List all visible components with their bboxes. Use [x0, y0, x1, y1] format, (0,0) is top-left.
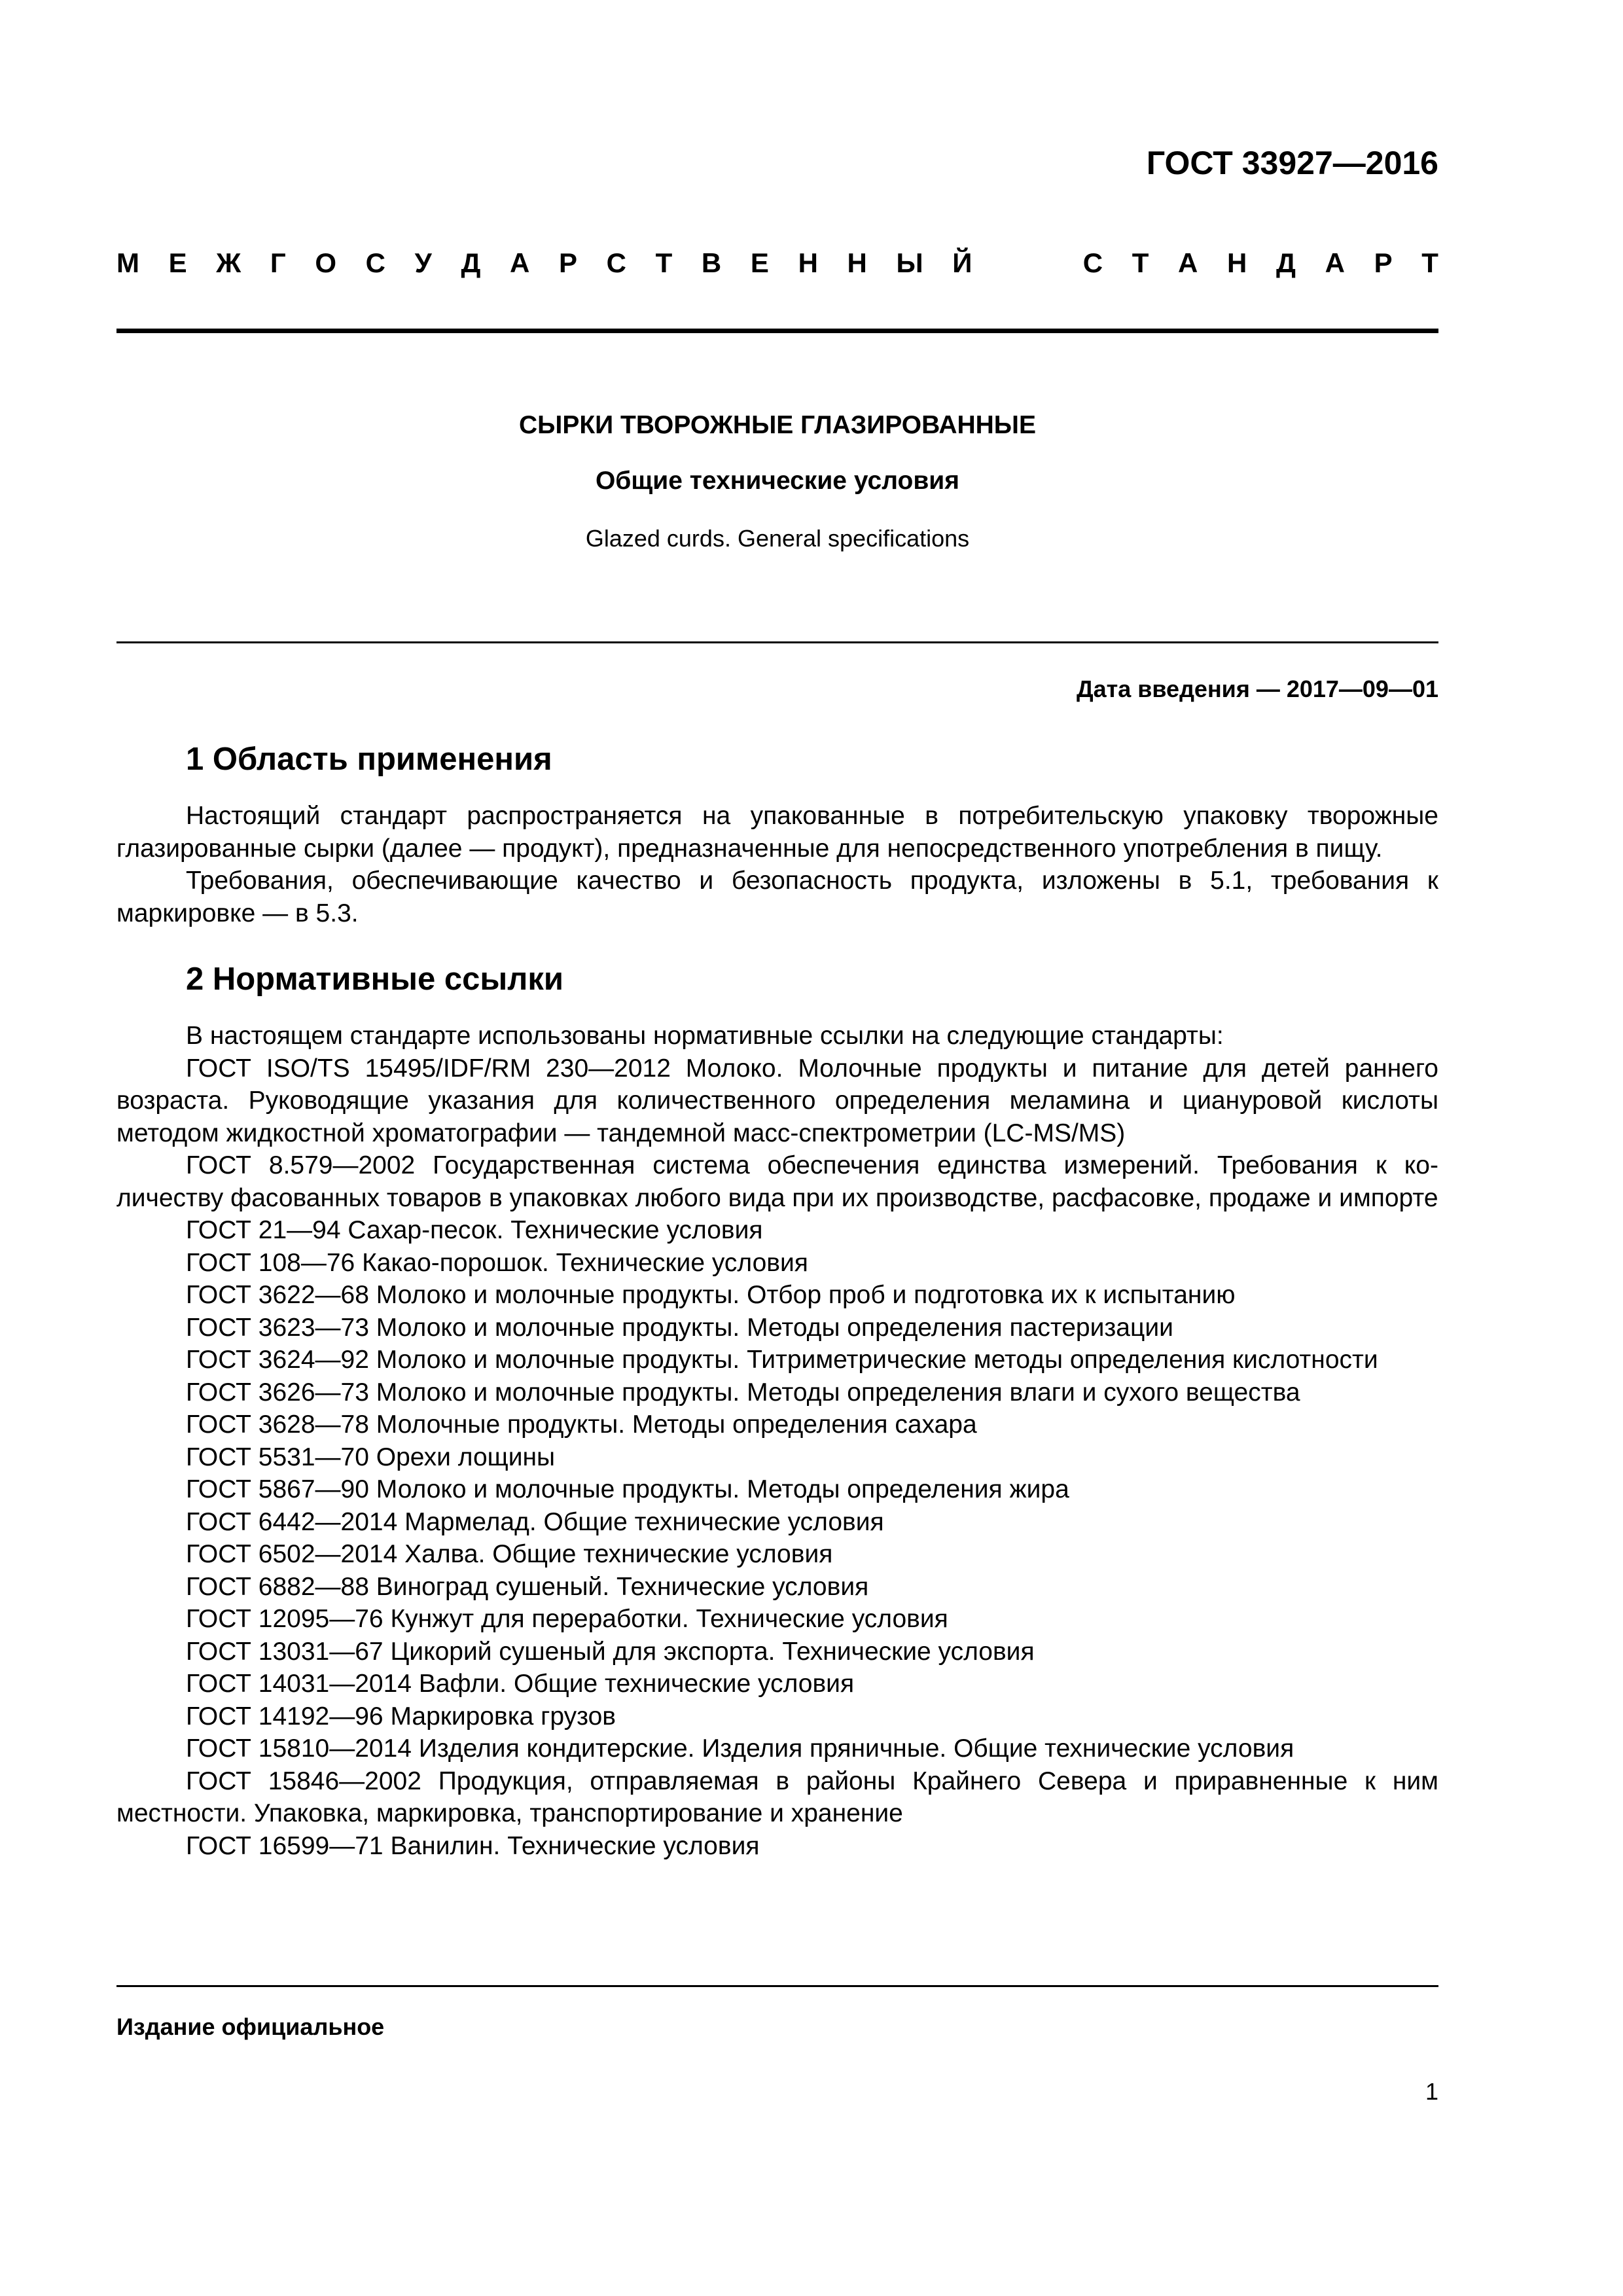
- section-normative-references: [116, 958, 1438, 1862]
- banner-letter: А: [1178, 247, 1198, 278]
- document-title: СЫРКИ ТВОРОЖНЫЕ ГЛАЗИРОВАННЫЕ: [518, 411, 1037, 439]
- banner-letter: Н: [1227, 247, 1247, 278]
- reference-item: ГОСТ 6442—2014 Мармелад. Общие технические условия: [186, 1507, 884, 1536]
- reference-list: [116, 1052, 1438, 1863]
- section-heading: 2 Нормативные ссылки: [186, 961, 563, 997]
- banner-letter: Д: [461, 247, 481, 278]
- title-rule: [116, 641, 1438, 643]
- banner-letter: Е: [750, 247, 769, 278]
- reference-item: ГОСТ 5531—70 Орехи лощины: [186, 1443, 556, 1471]
- document-number: ГОСТ 33927—2016: [1146, 145, 1438, 181]
- banner-letter: М: [116, 247, 139, 278]
- reference-item: ГОСТ 21—94 Сахар-песок. Технические условия: [186, 1216, 763, 1244]
- banner-letter: Т: [655, 247, 673, 278]
- reference-item: ГОСТ 3624—92 Молоко и молочные продукты. Титриметрические методы определения кислотности: [186, 1346, 1378, 1374]
- reference-item: ГОСТ 12095—76 Кунжут для переработки. Технические условия: [186, 1605, 948, 1633]
- banner-letter: С: [606, 247, 626, 278]
- reference-item: ГОСТ 3622—68 Молоко и молочные продукты. Отбор проб и подготовка их к испытанию: [186, 1281, 1236, 1309]
- banner-word-gap: [1001, 247, 1054, 279]
- reference-item: ГОСТ 14192—96 Маркировка грузов: [186, 1702, 616, 1731]
- page-number: 1: [1425, 2078, 1438, 2105]
- section-heading: 1 Область применения: [186, 742, 552, 777]
- reference-item: ГОСТ 6882—88 Виноград сушеный. Технические условия: [186, 1572, 869, 1601]
- footer-rule: [116, 1985, 1438, 1987]
- introduction-date: Дата введения — 2017—09—01: [1076, 675, 1438, 702]
- banner-letter: Т: [1132, 247, 1149, 278]
- reference-item: ГОСТ 3623—73 Молоко и молочные продукты. Методы определения пастеризации: [186, 1313, 1173, 1342]
- banner-letter: Ж: [216, 247, 241, 278]
- banner-letter: А: [510, 247, 530, 278]
- english-title: Glazed curds. General specifications: [585, 525, 970, 552]
- reference-item: ГОСТ 8.579—2002 Государственная система обеспечения единства измерений. Требования к количеству фасованных товаров в упаковках любого вида при их производстве, расфасовке, продаже и импорте: [116, 1151, 1438, 1212]
- banner-letter: У: [414, 247, 432, 278]
- banner-letter: Й: [952, 247, 972, 278]
- banner-letter: А: [1325, 247, 1345, 278]
- reference-item: ГОСТ 13031—67 Цикорий сушеный для экспорта. Технические условия: [186, 1637, 1035, 1666]
- reference-item: ГОСТ 16599—71 Ванилин. Технические условия: [186, 1831, 760, 1860]
- banner-letter: С: [1082, 247, 1103, 278]
- banner-letter: Р: [1374, 247, 1393, 278]
- banner-letter: В: [701, 247, 722, 278]
- reference-item: ГОСТ 6502—2014 Халва. Общие технические условия: [186, 1540, 833, 1568]
- interstate-standard-banner: [116, 247, 1438, 279]
- document-subtitle: Общие технические условия: [595, 467, 960, 495]
- banner-letter: Т: [1421, 247, 1438, 278]
- document-body: [116, 738, 1438, 1862]
- edition-label: Издание официальное: [116, 2013, 385, 2040]
- paragraph: Требования, обеспечивающие качество и безопасность продукта, изложены в 5.1, требования к маркировке — в 5.3.: [116, 867, 1438, 927]
- reference-item: ГОСТ 3626—73 Молоко и молочные продукты. Методы определения влаги и сухого вещества: [186, 1378, 1300, 1407]
- reference-item: ГОСТ 108—76 Какао-порошок. Технические условия: [186, 1248, 808, 1277]
- paragraph: Настоящий стандарт распространяется на упакованные в потребительскую упаковку творожные глазированные сырки (далее — продукт), предназначенные для непосредственного употребления в пищу.: [116, 802, 1438, 863]
- banner-letter: Ы: [896, 247, 923, 278]
- reference-item: ГОСТ 15810—2014 Изделия кондитерские. Изделия пряничные. Общие технические условия: [186, 1734, 1294, 1763]
- banner-letter: Д: [1276, 247, 1296, 278]
- reference-item: ГОСТ 15846—2002 Продукция, отправляемая в районы Крайнего Севера и приравненные к ним местности. Упаковка, маркировка, транспортирование и хранение: [116, 1767, 1438, 1827]
- header-rule: [116, 329, 1438, 333]
- banner-letter: Р: [558, 247, 577, 278]
- banner-letter: Е: [168, 247, 187, 278]
- section-scope: [116, 738, 1438, 929]
- banner-letter: О: [315, 247, 337, 278]
- banner-letter: Н: [847, 247, 867, 278]
- reference-item: ГОСТ ISO/TS 15495/IDF/RM 230—2012 Молоко. Молочные продукты и питание для детей раннего возраста. Руководящие указания для количественного определения меламина и циануровой кислоты методом жидкостной хроматографии — тандемной масс-спектрометрии (LC-MS/MS): [116, 1054, 1438, 1147]
- banner-letter: Г: [270, 247, 286, 278]
- reference-item: ГОСТ 14031—2014 Вафли. Общие технические условия: [186, 1670, 855, 1698]
- reference-item: ГОСТ 5867—90 Молоко и молочные продукты. Методы определения жира: [186, 1475, 1069, 1503]
- banner-letter: С: [365, 247, 386, 278]
- paragraph: В настоящем стандарте использованы нормативные ссылки на следующие стандарты:: [186, 1022, 1224, 1050]
- banner-letter: Н: [798, 247, 818, 278]
- reference-item: ГОСТ 3628—78 Молочные продукты. Методы определения сахара: [186, 1410, 977, 1439]
